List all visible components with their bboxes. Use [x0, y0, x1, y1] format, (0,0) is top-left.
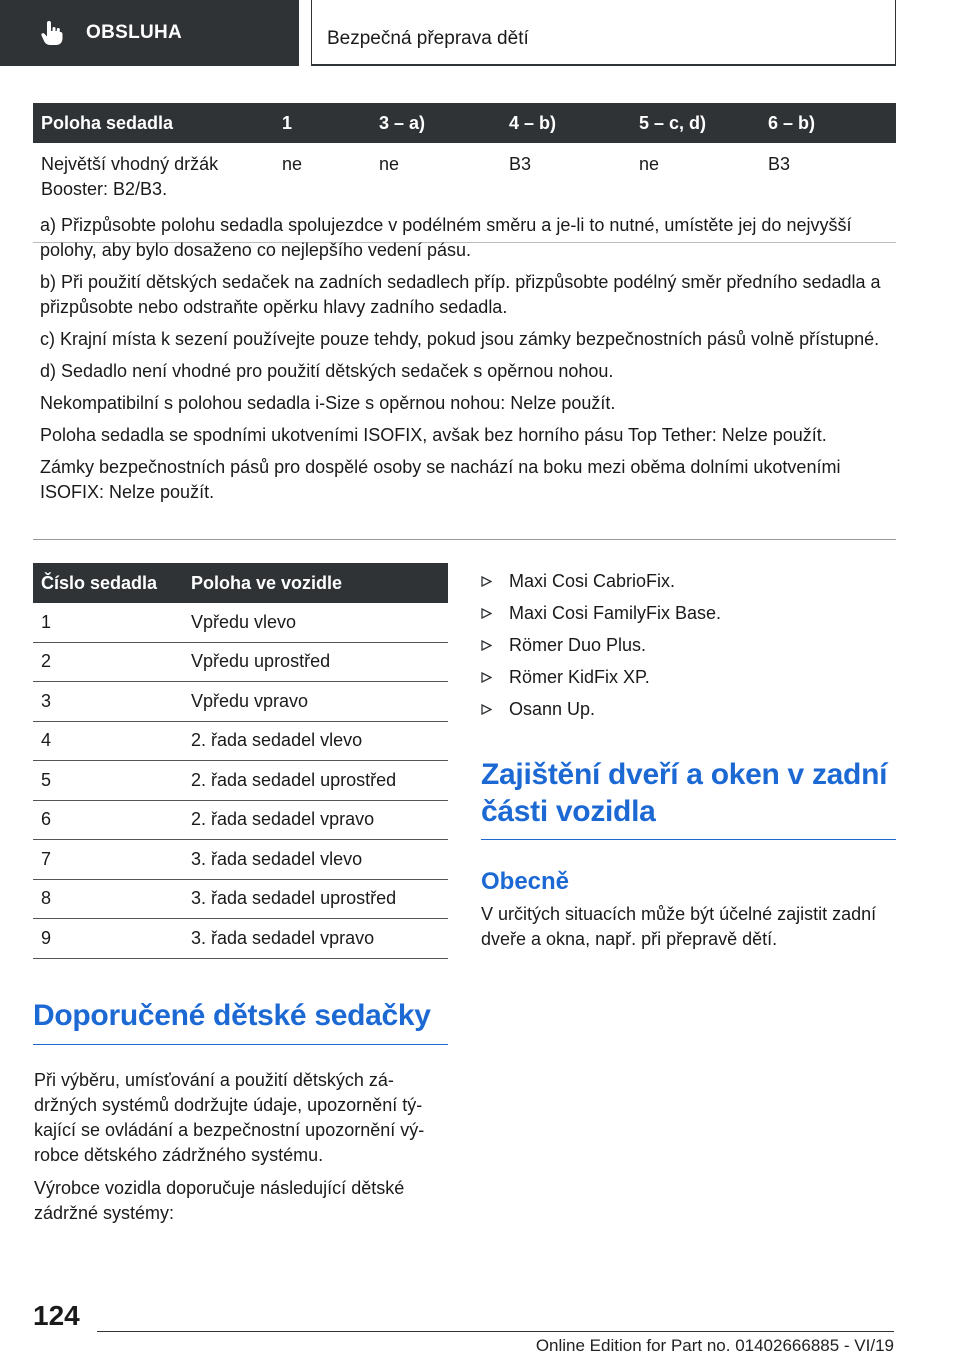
table-header-cell: Poloha sedadla	[41, 112, 174, 133]
table-cell: 3. řada sedadel uprostřed	[191, 888, 397, 909]
table-row	[33, 880, 448, 920]
table-cell: B3	[509, 154, 532, 174]
list-item-label: Römer Duo Plus.	[509, 634, 647, 655]
footnote: a) Přizpůsobte polohu sedadla spolujezdce v podélném směru a je-li to nutné, umístěte jej do nejvyšší polohy, aby bylo dosaženo co nejlepšího vedení pásu.	[40, 215, 852, 260]
table-header-cell: Poloha ve vozidle	[191, 572, 343, 593]
table-cell: 2. řada sedadel vlevo	[191, 730, 363, 751]
edition-label: Online Edition for Part no. 01402666885 - VI/19	[535, 1336, 894, 1355]
table-row	[33, 801, 448, 841]
table-cell: 4	[41, 730, 52, 751]
triangle-bullet-icon	[481, 640, 509, 651]
table-cell: 3. řada sedadel vpravo	[191, 927, 375, 948]
table-header-cell: 5 – c, d)	[639, 112, 707, 133]
paragraph: Při výběru, umísťování a použití dětských zádržných systémů dodržujte údaje, upozornění týkající se ovládání a bezpečnostní upozornění výrobce dětského zádržného systému.	[34, 1070, 425, 1165]
paragraph: Výrobce vozidla doporučuje následující dětské zádržné systémy:	[34, 1178, 405, 1223]
table-cell: 6	[41, 809, 52, 830]
table-row	[33, 840, 448, 880]
table-cell: 1	[41, 611, 52, 632]
recommended-seat-list	[481, 565, 896, 725]
table-cell: 7	[41, 848, 52, 869]
table-header-cell: 1	[282, 112, 293, 133]
header-section-title: OBSLUHA	[86, 22, 183, 43]
table-cell: 3. řada sedadel vlevo	[191, 848, 363, 869]
table-header-cell: 4 – b)	[509, 112, 557, 133]
triangle-bullet-icon	[481, 576, 509, 587]
footnote: c) Krajní místa k sezení používejte pouze tehdy, pokud jsou zámky bezpečnostních pásů volně přístupné.	[40, 329, 880, 349]
triangle-bullet-icon	[481, 608, 509, 619]
page-number: 124	[33, 1300, 80, 1331]
table-cell: ne	[639, 154, 660, 174]
footer-divider	[97, 1331, 894, 1332]
hand-touch-icon	[40, 20, 64, 46]
triangle-bullet-icon	[481, 704, 509, 715]
triangle-bullet-icon	[481, 672, 509, 683]
table-footnotes	[40, 213, 890, 512]
recommended-seats-section	[33, 997, 448, 1226]
table-row	[33, 722, 448, 762]
table-cell: Největší vhodný držák Booster: B2/B3.	[41, 154, 219, 199]
list-item-label: Römer KidFix XP.	[509, 666, 650, 687]
table-cell: B3	[768, 154, 791, 174]
list-item-label: Osann Up.	[509, 698, 596, 719]
header-section-tab	[0, 0, 299, 66]
table-cell: 3	[41, 690, 52, 711]
table-cell: 2. řada sedadel uprostřed	[191, 769, 397, 790]
list-item	[481, 693, 896, 725]
table-row	[33, 919, 448, 959]
table-header-cell: Číslo sedadla	[41, 572, 158, 593]
footnote: Poloha sedadla se spodními ukotveními ISOFIX, avšak bez horního pásu Top Tether: Nelze použít.	[40, 425, 827, 445]
table-row	[33, 603, 448, 643]
list-item-label: Maxi Cosi CabrioFix.	[509, 570, 676, 591]
list-item	[481, 597, 896, 629]
header-chapter-title: Bezpečná přeprava dětí	[311, 0, 896, 66]
table-header-row	[33, 103, 896, 143]
table-cell: Vpředu uprostřed	[191, 651, 331, 672]
footnote: d) Sedadlo není vhodné pro použití dětských sedaček s opěrnou nohou.	[40, 361, 614, 381]
table-cell: Vpředu vlevo	[191, 611, 297, 632]
table-cell: Vpředu vpravo	[191, 690, 309, 711]
table-row	[33, 643, 448, 683]
door-window-lock-section	[481, 756, 896, 952]
list-item-label: Maxi Cosi FamilyFix Base.	[509, 602, 722, 623]
footnote: Nekompatibilní s polohou sedadla i-Size s opěrnou nohou: Nelze použít.	[40, 393, 616, 413]
list-item	[481, 661, 896, 693]
seat-position-table	[33, 563, 448, 959]
list-item	[481, 629, 896, 661]
table-row	[33, 761, 448, 801]
table-cell: 2. řada sedadel vpravo	[191, 809, 375, 830]
table-header-cell: 6 – b)	[768, 112, 816, 133]
divider	[33, 539, 896, 540]
list-item	[481, 565, 896, 597]
table-header-cell: 3 – a)	[379, 112, 426, 133]
subsection-heading: Obecně	[481, 868, 570, 895]
section-heading: Doporučené dětské sedačky	[33, 997, 448, 1045]
table-cell: 8	[41, 888, 52, 909]
footnote: b) Při použití dětských sedaček na zadních sedadlech příp. přizpůsobte podélný směr předního sedadla a přizpůsobte nebo odstraňte opěrku hlavy zadního sedadla.	[40, 272, 881, 317]
table-cell: 9	[41, 927, 52, 948]
table-header-row	[33, 563, 448, 603]
footnote: Zámky bezpečnostních pásů pro dospělé osoby se nachází na boku mezi oběma dolními ukotveními ISOFIX: Nelze použít.	[40, 457, 841, 502]
table-cell: 5	[41, 769, 52, 790]
table-row	[33, 682, 448, 722]
section-heading: Zajištění dveří a oken v zadní části vozidla	[481, 756, 896, 840]
table-cell: ne	[379, 154, 400, 174]
table-cell: 2	[41, 651, 52, 672]
table-cell: ne	[282, 154, 303, 174]
paragraph: V určitých situacích může být účelné zajistit zadní dveře a okna, např. při přepravě dětí.	[481, 904, 877, 949]
